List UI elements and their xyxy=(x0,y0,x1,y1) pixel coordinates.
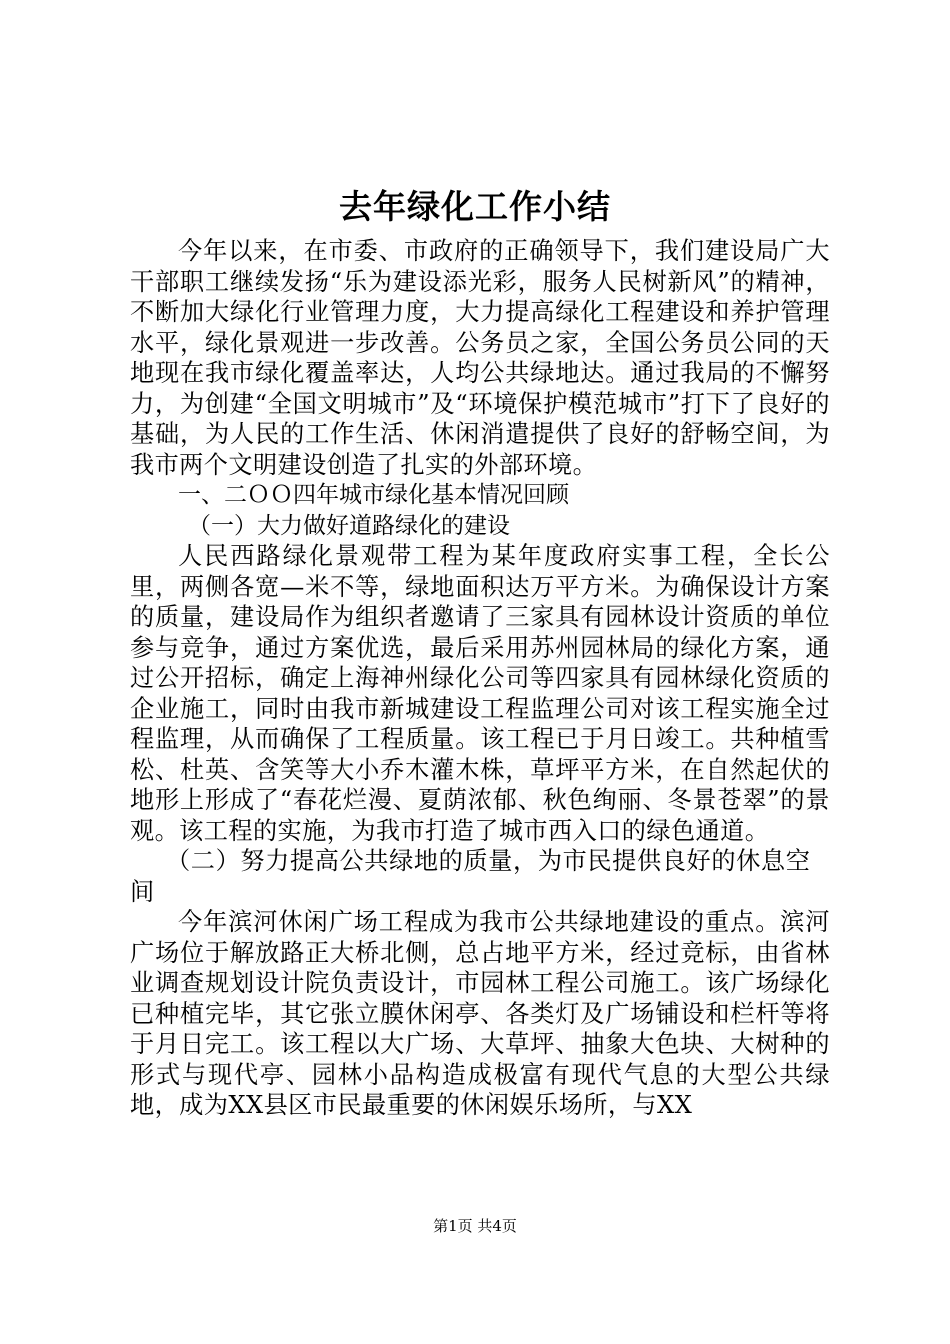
page-footer: 第1页 共4页 xyxy=(433,1217,517,1235)
road-greening-paragraph: 人民西路绿化景观带工程为某年度政府实事工程，全长公里，两侧各宽—米不等，绿地面积达万平方米。为确保设计方案的质量，建设局作为组织者邀请了三家具有园林设计资质的单位参与竞争，通过方案优选，最后采用苏州园林局的绿化方案，通过公开招标，确定上海神州绿化公司等四家具有园林绿化资质的企业施工，同时由我市新城建设工程监理公司对该工程实施全过程监理，从而确保了工程质量。该工程已于月日竣工。共种植雪松、杜英、含笑等大小乔木灌木株，草坪平方米，在自然起伏的地形上形成了“春花烂漫、夏荫浓郁、秋色绚丽、冬景苍翠”的景观。该工程的实施，为我市打造了城市西入口的绿色通道。 xyxy=(130,542,830,845)
subsection-heading-road: （一）大力做好道路绿化的建设 xyxy=(188,512,510,539)
document-title: 去年绿化工作小结 xyxy=(339,187,611,226)
intro-paragraph: 今年以来，在市委、市政府的正确领导下，我们建设局广大干部职工继续发扬“乐为建设添光彩，服务人民树新风”的精神，不断加大绿化行业管理力度，大力提高绿化工程建设和养护管理水平，绿化景观进一步改善。公务员之家，全国公务员公同的天地现在我市绿化覆盖率达，人均公共绿地达。通过我局的不懈努力，为创建“全国文明城市”及“环境保护模范城市”打下了良好的基础，为人民的工作生活、休闲消遣提供了良好的舒畅空间，为我市两个文明建设创造了扎实的外部环境。 xyxy=(130,237,830,479)
section-heading: 一、二ＯＯ四年城市绿化基本情况回顾 xyxy=(178,482,569,508)
public-green-paragraph: 今年滨河休闲广场工程成为我市公共绿地建设的重点。滨河广场位于解放路正大桥北侧，总占地平方米，经过竞标，由省林业调查规划设计院负责设计，市园林工程公司施工。该广场绿化已种植完毕，其它张立膜休闲亭、各类灯及广场铺设和栏杆等将于月日完工。该工程以大广场、大草坪、抽象大色块、大树种的形式与现代亭、园林小品构造成极富有现代气息的大型公共绿地，成为XX县区市民最重要的休闲娱乐场所，与XX xyxy=(130,908,830,1119)
document-body xyxy=(130,236,830,1121)
subsection-heading-public-green: （二）努力提高公共绿地的质量，为市民提供良好的休息空间 xyxy=(130,847,811,906)
